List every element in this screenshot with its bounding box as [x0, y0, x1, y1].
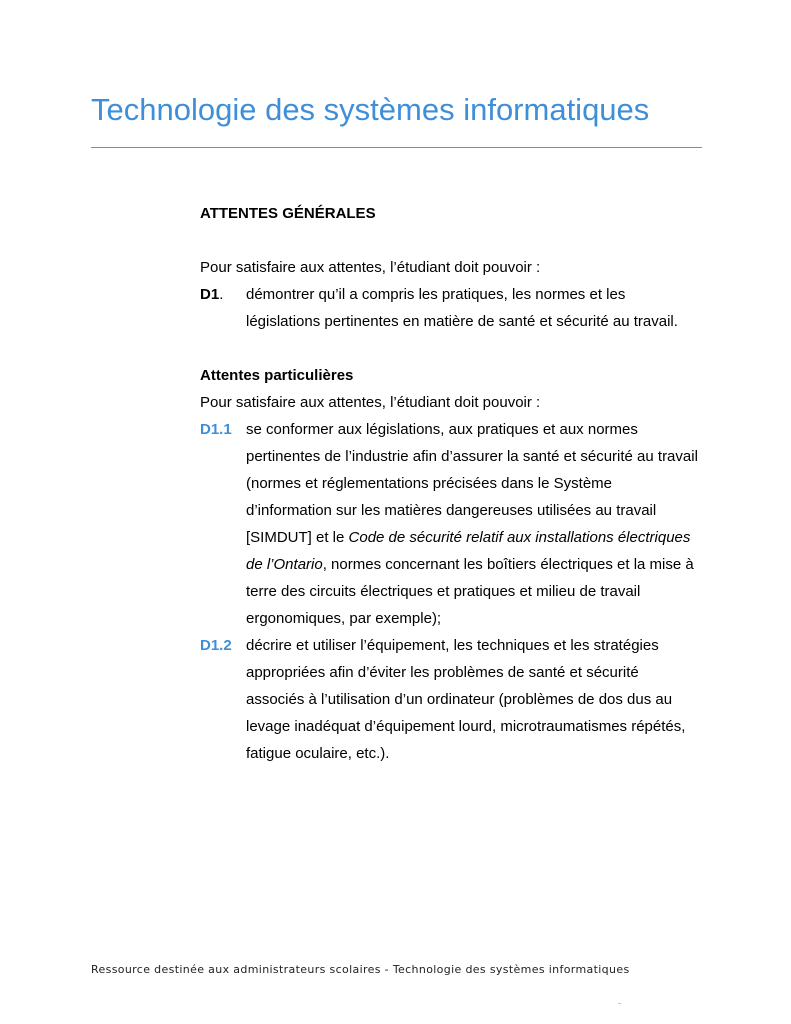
expectation-text: démontrer qu’il a compris les pratiques, les normes et les législations pertinentes en matière de santé et sécurité au travail.	[246, 286, 678, 330]
expectation-item-d1	[200, 281, 700, 335]
expectation-code: D1.2	[200, 637, 232, 654]
document-body	[200, 200, 700, 767]
spacer	[200, 227, 700, 254]
expectation-code-suffix: .	[219, 286, 224, 303]
expectation-item-d1-2	[200, 632, 700, 767]
expectation-text: décrire et utiliser l’équipement, les techniques et les stratégies appropriées afin d’éviter les problèmes de santé et sécurité associés à l’utilisation d’un ordinateur (problèmes de dos dus au levage inadéquat d’équipement lourd, microtraumatismes répétés, fatigue oculaire, etc.).	[246, 637, 686, 762]
page-title: Technologie des systèmes informatiques	[91, 92, 650, 127]
expectation-code: D1.1	[200, 421, 232, 438]
code-title-italic: Code de sécurité relatif aux installations électriques de l’Ontario	[246, 529, 691, 573]
page-mark	[618, 1003, 621, 1004]
page-footer: Ressource destinée aux administrateurs scolaires - Technologie des systèmes informatiques	[91, 963, 630, 976]
general-expectations-intro: Pour satisfaire aux attentes, l’étudiant doit pouvoir :	[200, 259, 541, 276]
expectation-text-part: se conformer aux législations, aux pratiques et aux normes pertinentes de l’industrie afin d’assurer la santé et sécurité au travail (normes et réglementations précisées dans le Système d’information sur les matières dangereuses utilisées au travail [SIMDUT] et le	[246, 421, 698, 546]
expectation-text-part: , normes concernant les boîtiers électriques et la mise à terre des circuits électriques et pratiques et milieu de travail ergonomiques, par exemple);	[246, 556, 694, 627]
expectation-item-d1-1	[200, 416, 700, 632]
specific-expectations-intro: Pour satisfaire aux attentes, l’étudiant doit pouvoir :	[200, 394, 541, 411]
expectation-text	[246, 416, 700, 632]
expectation-code	[200, 281, 246, 308]
general-expectations-heading: ATTENTES GÉNÉRALES	[200, 205, 376, 222]
expectation-code-label: D1	[200, 286, 220, 303]
spacer	[200, 335, 700, 362]
title-divider	[91, 147, 702, 148]
specific-expectations-heading: Attentes particulières	[200, 367, 354, 384]
